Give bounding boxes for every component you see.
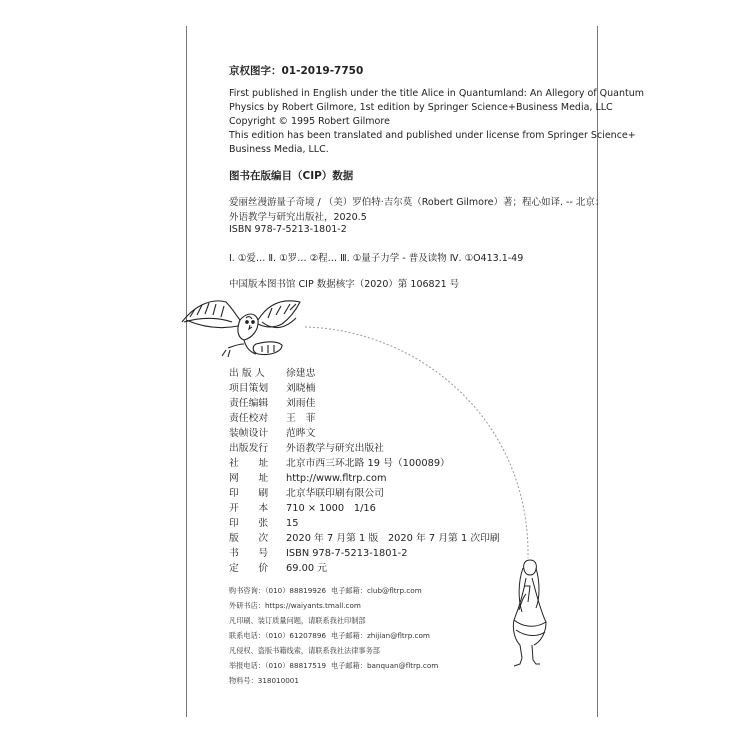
cip-line: 外语教学与研究出版社，2020.5 bbox=[229, 212, 367, 223]
contact-line: 联系电话：（010）61207896 电子邮箱：zhijian@fltrp.com bbox=[229, 631, 430, 640]
owl-illustration bbox=[182, 301, 300, 357]
english-notice-line: First published in English under the title Alice in Quantumland: An Allegory of Quantum bbox=[229, 88, 644, 99]
contact-line: 外研书店：https://waiyants.tmall.com bbox=[229, 601, 361, 610]
alice-illustration bbox=[513, 560, 546, 666]
publication-info-row: 定 价 69.00 元 bbox=[229, 563, 327, 574]
publication-info-row: 书 号 ISBN 978-7-5213-1801-2 bbox=[229, 548, 408, 559]
english-notice-line: Business Media, LLC. bbox=[229, 144, 329, 155]
copyright-registration-number: 京权图字：01-2019-7750 bbox=[229, 65, 364, 77]
publication-info-row: 装帧设计 范晔文 bbox=[229, 428, 316, 439]
publication-info-row: 项目策划 刘晓楠 bbox=[229, 383, 316, 394]
publication-info-row: 出 版 人 徐建忠 bbox=[229, 368, 316, 379]
publication-info-row: 出版发行 外语教学与研究出版社 bbox=[229, 443, 384, 454]
publication-info-row: 网 址 http://www.fltrp.com bbox=[229, 473, 387, 484]
contact-line: 举报电话：（010）88817519 电子邮箱：banquan@fltrp.com bbox=[229, 661, 439, 670]
cip-line: 爱丽丝漫游量子奇境 / （美）罗伯特·吉尔莫（Robert Gilmore）著；程心如译. -- 北京： bbox=[229, 197, 605, 208]
publication-info-row: 印 刷 北京华联印刷有限公司 bbox=[229, 488, 384, 499]
cip-classification: Ⅰ. ①爱… Ⅱ. ①罗… ②程… Ⅲ. ①量子力学 - 普及读物 Ⅳ. ①O413.1-49 bbox=[229, 253, 524, 264]
english-notice-line: This edition has been translated and published under license from Springer Science+ bbox=[229, 130, 636, 141]
contact-line: 购书咨询：（010）88819926 电子邮箱：club@fltrp.com bbox=[229, 586, 422, 595]
english-notice-line: Physics by Robert Gilmore, 1st edition by Springer Science+Business Media, LLC bbox=[229, 102, 613, 113]
publication-info-row: 责任校对 王 菲 bbox=[229, 413, 316, 424]
cip-heading: 图书在版编目（CIP）数据 bbox=[229, 170, 354, 182]
publication-info-row: 责任编辑 刘雨佳 bbox=[229, 398, 316, 409]
english-notice-line: Copyright © 1995 Robert Gilmore bbox=[229, 116, 390, 127]
publication-info-row: 社 址 北京市西三环北路 19 号（100089） bbox=[229, 458, 450, 469]
publication-info-row: 版 次 2020 年 7 月第 1 版 2020 年 7 月第 1 次印刷 bbox=[229, 533, 500, 544]
publication-info-row: 印 张 15 bbox=[229, 518, 299, 529]
contact-line: 凡侵权、盗版书籍线索，请联系我社法律事务部 bbox=[229, 646, 380, 655]
cip-record-number: 中国版本图书馆 CIP 数据核字（2020）第 106821 号 bbox=[229, 279, 460, 290]
publication-info-row: 开 本 710 × 1000 1/16 bbox=[229, 503, 376, 514]
contact-line: 物料号：318010001 bbox=[229, 676, 299, 685]
cip-line: ISBN 978-7-5213-1801-2 bbox=[229, 224, 347, 235]
contact-line: 凡印刷、装订质量问题，请联系我社印制部 bbox=[229, 616, 366, 625]
